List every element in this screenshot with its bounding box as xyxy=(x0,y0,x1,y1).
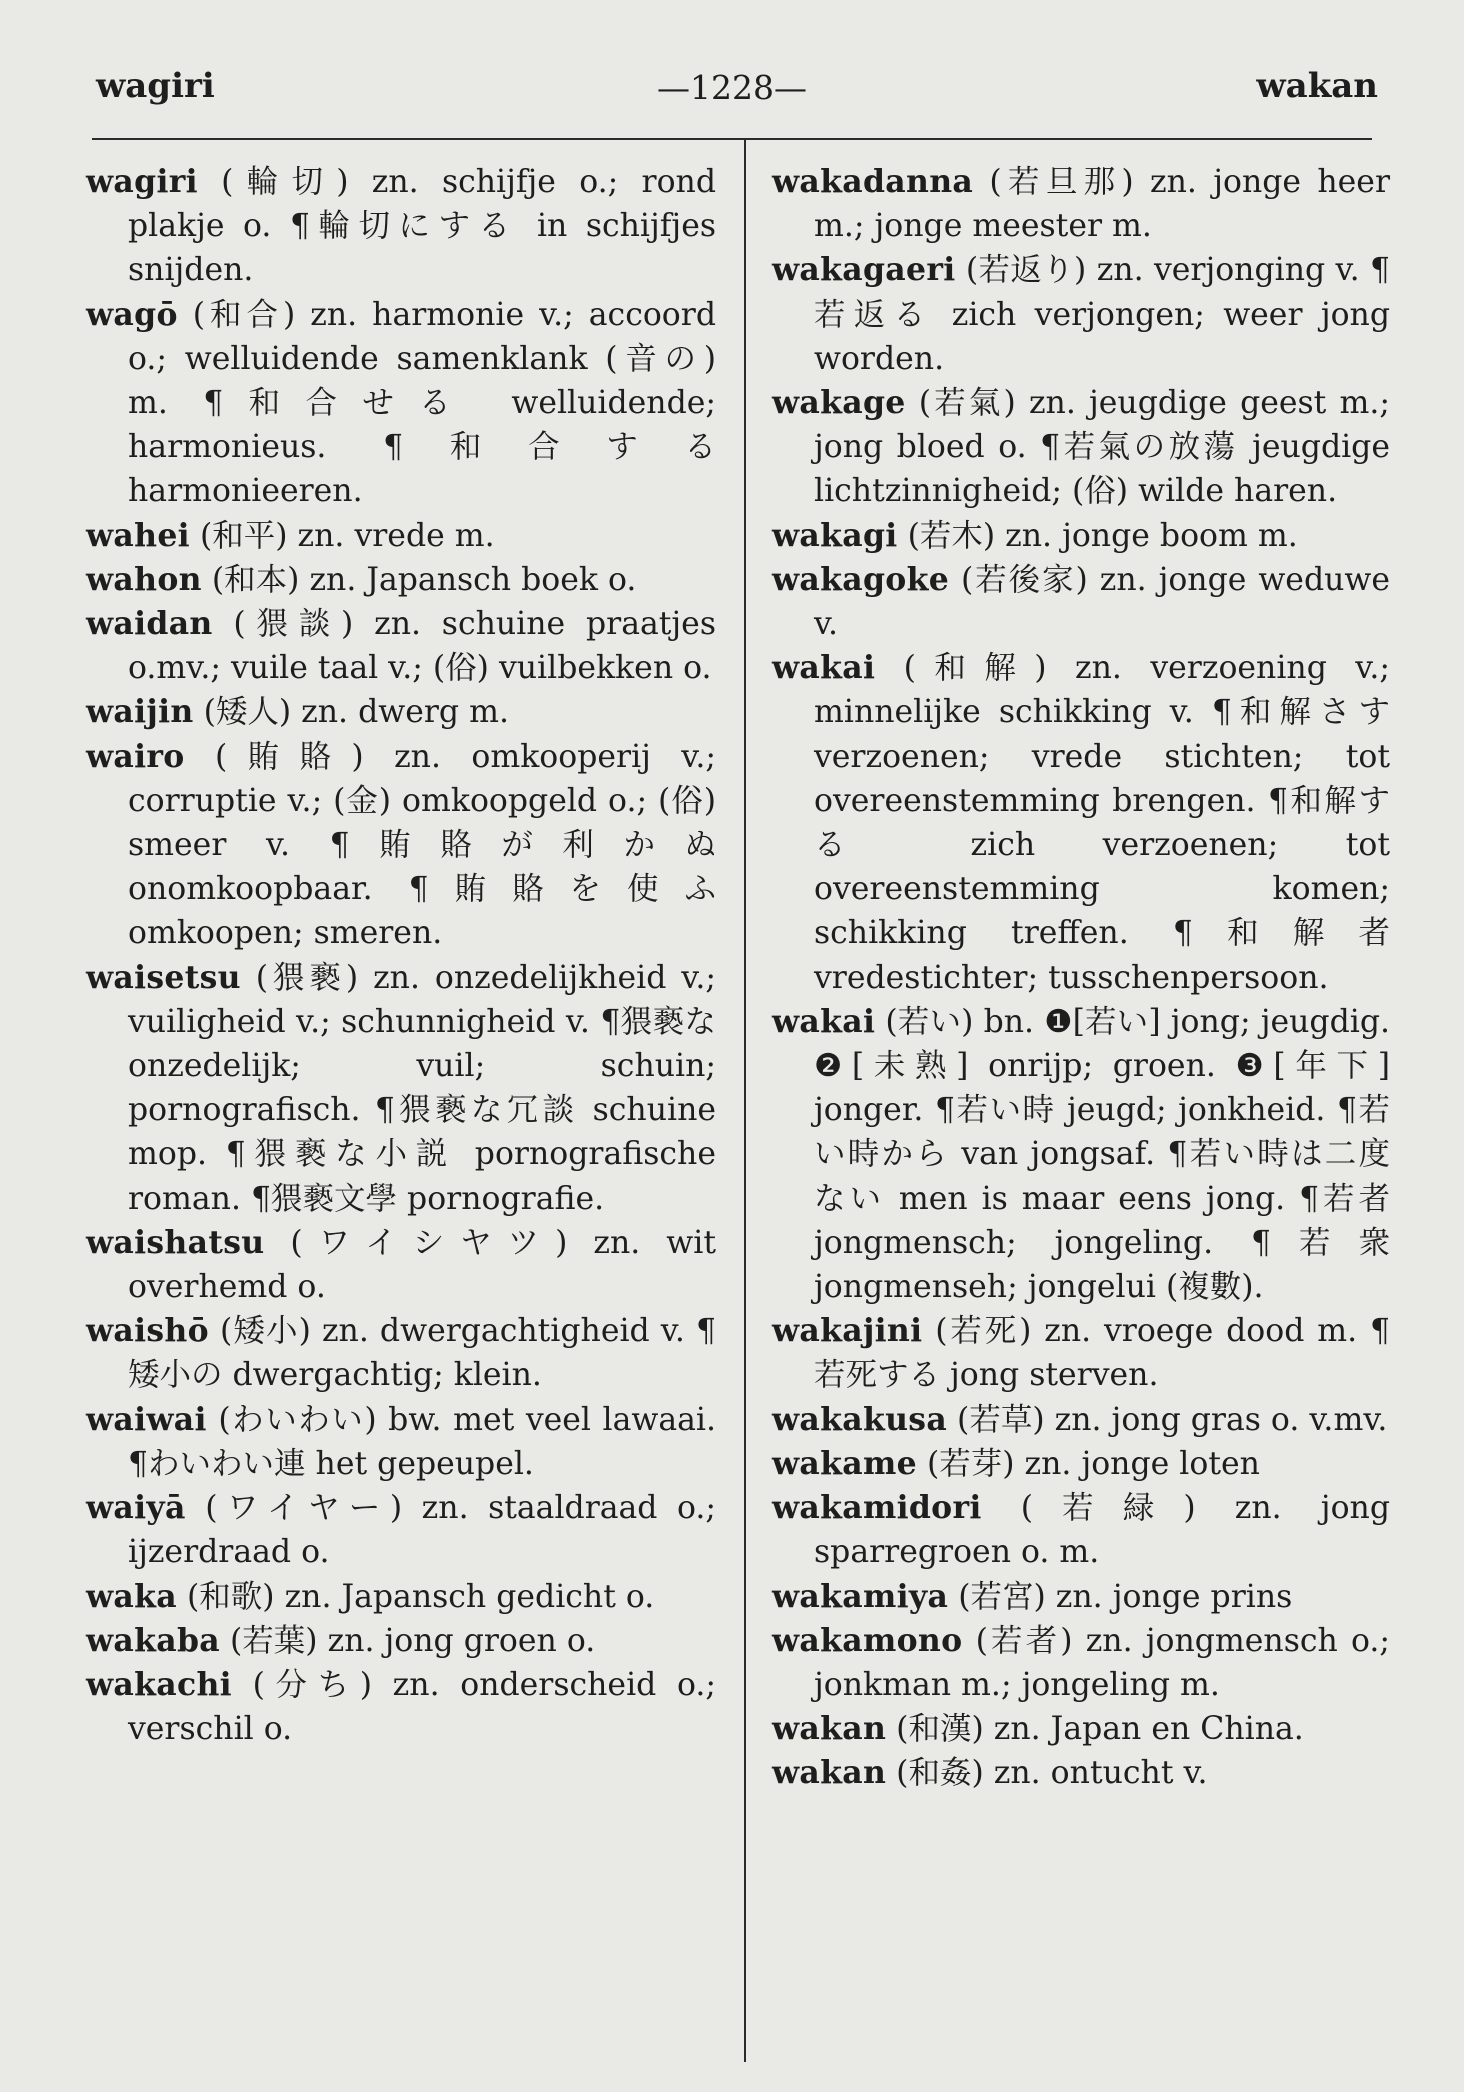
entry-headword: waisetsu xyxy=(86,958,241,996)
entry-headword: waidan xyxy=(86,605,213,643)
entry-definition: (輪切) zn. schijfje o.; rond plakje o. ¶輪切にする in schijfjes snijden. xyxy=(128,164,716,289)
entry-definition: (和合) zn. harmonie v.; accoord o.; welluidende samenklank (音の) m. ¶和合せる welluidende; harmonieus. ¶和合する harmonieeren. xyxy=(128,296,716,510)
dictionary-entry xyxy=(86,1575,716,1619)
entry-headword: waiwai xyxy=(86,1400,207,1438)
entry-definition: (若い) bn. ❶[若い] jong; jeugdig. ❷[未熟] onrijp; groen. ❸[年下] jonger. ¶若い時 jeugd; jonkheid. ¶若い時から van jongsaf. ¶若い時は二度ない men is maar eens jong. ¶若者 jongmensch; jongeling. ¶若衆 jongmenseh; jongelui (複數). xyxy=(814,1003,1390,1306)
entry-definition: (猥褻) zn. onzedelijkheid v.; vuiligheid v.; schunnigheid v. ¶猥褻な onzedelijk; vuil; schuin; pornografisch. ¶猥褻な冗談 schuine mop. ¶猥褻な小説 pornografische roman. ¶猥褻文學 pornografie. xyxy=(128,959,716,1217)
entry-definition: (和解) zn. verzoening v.; minnelijke schikking v. ¶和解さす verzoenen; vrede stichten; tot overeenstemming brengen. ¶和解する zich verzoenen; tot overeenstemming komen; schikking treffen. ¶和解者 vredestichter; tusschenpersoon. xyxy=(814,650,1390,996)
dictionary-entry xyxy=(86,1398,716,1486)
entry-definition: (和平) zn. vrede m. xyxy=(189,517,495,554)
entry-headword: wakan xyxy=(772,1710,887,1748)
entry-headword: waishō xyxy=(86,1312,209,1350)
entry-definition: (和姦) zn. ontucht v. xyxy=(886,1755,1208,1792)
entry-definition: (若芽) zn. jonge loten xyxy=(916,1445,1260,1482)
entry-headword: waka xyxy=(86,1577,177,1615)
entry-headword: wahon xyxy=(86,560,202,598)
entry-definition: (ワイシヤツ) zn. wit overhemd o. xyxy=(128,1224,716,1306)
entry-definition: (わいわい) bw. met veel lawaai. ¶わいわい連 het gepeupel. xyxy=(128,1401,716,1482)
entry-headword: waishatsu xyxy=(86,1223,265,1261)
dictionary-entry xyxy=(86,602,716,690)
entry-definition: (和漢) zn. Japan en China. xyxy=(886,1711,1304,1748)
dictionary-entry xyxy=(772,646,1390,1000)
entry-headword: wakajini xyxy=(772,1312,923,1350)
right-column xyxy=(772,160,1390,1796)
entry-definition: (若返り) zn. verjonging v. ¶若返る zich verjongen; weer jong worden. xyxy=(814,252,1390,377)
entry-headword: wakachi xyxy=(86,1665,232,1703)
entry-definition: (若者) zn. jongmensch o.; jonkman m.; jongeling m. xyxy=(814,1622,1390,1703)
entry-headword: wakadanna xyxy=(772,163,974,200)
dictionary-entry xyxy=(772,1442,1390,1486)
left-column xyxy=(86,160,716,1751)
dictionary-entry xyxy=(86,293,716,514)
entry-headword: wakamidori xyxy=(772,1489,982,1527)
dictionary-entry xyxy=(772,1751,1390,1795)
page-number: —1228— xyxy=(657,68,807,107)
entry-headword: wakagoke xyxy=(772,560,950,598)
dictionary-entry xyxy=(86,1663,716,1751)
entry-definition: (若草) zn. jong gras o. v.mv. xyxy=(947,1401,1388,1438)
dictionary-entry xyxy=(772,160,1390,248)
entry-definition: (若葉) zn. jong groen o. xyxy=(220,1622,596,1659)
entry-headword: wahei xyxy=(86,516,190,554)
entry-definition: (猥談) zn. schuine praatjes o.mv.; vuile taal v.; (俗) vuilbekken o. xyxy=(128,606,716,687)
dictionary-entry xyxy=(86,160,716,293)
header-last-entry: wakan xyxy=(1256,66,1378,106)
dictionary-entry xyxy=(772,558,1390,646)
dictionary-entry xyxy=(772,1309,1390,1397)
header-first-entry: wagiri xyxy=(96,66,215,106)
entry-headword: wakame xyxy=(772,1444,917,1482)
entry-definition: (若木) zn. jonge boom m. xyxy=(897,517,1298,554)
dictionary-entry xyxy=(772,1486,1390,1574)
entry-definition: (和歌) zn. Japansch gedicht o. xyxy=(176,1578,655,1615)
entry-definition: (若緑) zn. jong sparregroen o. m. xyxy=(814,1490,1390,1571)
dictionary-entry xyxy=(86,956,716,1221)
header-rule xyxy=(92,138,1372,140)
dictionary-entry xyxy=(86,1309,716,1397)
entry-headword: waijin xyxy=(86,693,194,731)
dictionary-entry xyxy=(772,1000,1390,1309)
entry-definition: (賄賂) zn. omkooperij v.; corruptie v.; (金) omkoopgeld o.; (俗) smeer v. ¶賄賂が利かぬ onomkoopbaar. ¶賄賂を使ふ omkoopen; smeren. xyxy=(128,738,716,952)
dictionary-entry xyxy=(86,514,716,558)
entry-definition: (矮小) zn. dwergachtigheid v. ¶矮小の dwergachtig; klein. xyxy=(128,1313,716,1394)
dictionary-entry xyxy=(86,1221,716,1309)
entry-definition: (若宮) zn. jonge prins xyxy=(948,1578,1293,1615)
dictionary-entry xyxy=(86,558,716,602)
entry-definition: (分ち) zn. onderscheid o.; verschil o. xyxy=(128,1666,716,1748)
entry-headword: wakagaeri xyxy=(772,251,956,289)
entry-headword: wairo xyxy=(86,737,185,775)
entry-definition: (若死) zn. vroege dood m. ¶若死する jong sterven. xyxy=(814,1313,1390,1394)
entry-headword: wakagi xyxy=(772,516,898,554)
dictionary-entry xyxy=(86,1486,716,1574)
dictionary-entry xyxy=(86,690,716,734)
entry-definition: (矮人) zn. dwerg m. xyxy=(193,694,509,731)
dictionary-entry xyxy=(86,735,716,956)
dictionary-entry xyxy=(772,1398,1390,1442)
entry-definition: (若氣) zn. jeugdige geest m.; jong bloed o. ¶若氣の放蕩 jeugdige lichtzinnigheid; (俗) wilde haren. xyxy=(814,385,1390,510)
entry-headword: wagiri xyxy=(86,163,198,200)
dictionary-entry xyxy=(772,1707,1390,1751)
entry-headword: wakai xyxy=(772,649,876,687)
dictionary-entry xyxy=(772,248,1390,381)
entry-headword: wakage xyxy=(772,384,906,422)
dictionary-entry xyxy=(86,1619,716,1663)
entry-headword: wakan xyxy=(772,1754,887,1792)
entry-headword: wakamono xyxy=(772,1621,963,1659)
dictionary-entry xyxy=(772,381,1390,514)
entry-definition: (ワイヤー) zn. staaldraad o.; ijzerdraad o. xyxy=(128,1490,716,1571)
entry-headword: wakakusa xyxy=(772,1400,948,1438)
dictionary-entry xyxy=(772,1619,1390,1707)
entry-definition: (若後家) zn. jonge weduwe v. xyxy=(814,561,1390,643)
entry-definition: (若旦那) zn. jonge heer m.; jonge meester m. xyxy=(814,164,1390,245)
entry-headword: wakaba xyxy=(86,1621,220,1659)
dictionary-entry xyxy=(772,514,1390,558)
entry-headword: wakamiya xyxy=(772,1577,949,1615)
entry-definition: (和本) zn. Japansch boek o. xyxy=(201,561,637,598)
entry-headword: waiyā xyxy=(86,1489,186,1527)
entry-headword: wagō xyxy=(86,295,178,333)
column-divider xyxy=(744,140,746,2062)
entry-headword: wakai xyxy=(772,1002,876,1040)
dictionary-entry xyxy=(772,1575,1390,1619)
